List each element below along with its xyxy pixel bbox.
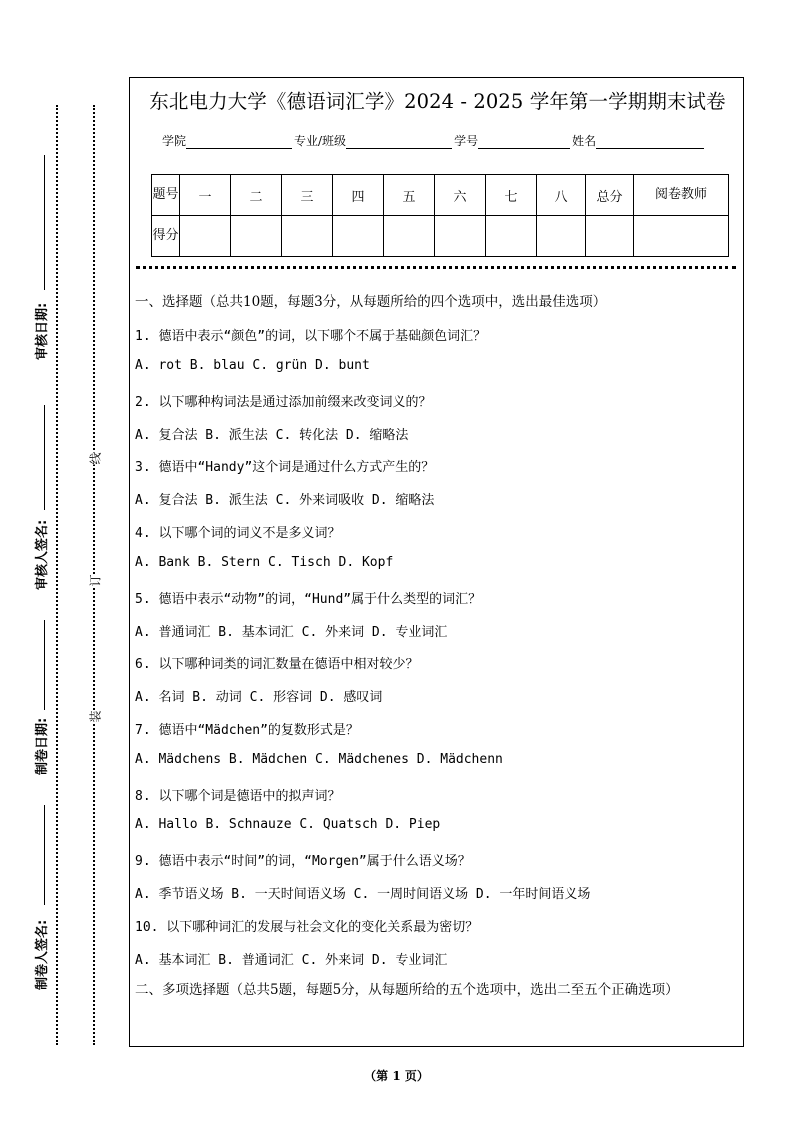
name-label: 姓名 [572, 134, 597, 148]
question-1: 1. 德语中表示“颜色”的词，以下哪个不属于基础颜色词汇？ [135, 329, 487, 344]
college-label: 学院 [162, 134, 187, 148]
signature-line-review-date [44, 155, 45, 290]
question-2: 2. 以下哪种构词法是通过添加前缀来改变词义的？ [135, 395, 432, 410]
header-col-3: 三 [282, 175, 333, 216]
score-cell-2[interactable] [231, 216, 282, 257]
signature-line-make-signer [44, 805, 45, 905]
question-5: 5. 德语中表示“动物”的词，“Hund”属于什么类型的词汇？ [135, 592, 482, 607]
header-col-2: 二 [231, 175, 282, 216]
question-10-options: A. 基本词汇 B. 普通词汇 C. 外来词 D. 专业词汇 [135, 953, 448, 968]
question-9: 9. 德语中表示“时间”的词，“Morgen”属于什么语义场？ [135, 854, 471, 869]
question-8-options: A. Hallo B. Schnauze C. Quatsch D. Piep [135, 817, 441, 832]
score-cell-6[interactable] [435, 216, 486, 257]
header-total: 总分 [586, 175, 634, 216]
question-7: 7. 德语中“Mädchen”的复数形式是？ [135, 723, 359, 738]
question-6-options: A. 名词 B. 动词 C. 形容词 D. 感叹词 [135, 690, 383, 705]
header-col-6: 六 [435, 175, 486, 216]
section-separator [136, 266, 736, 269]
binding-dotted-line-outer [56, 105, 58, 1045]
signature-line-review-signer [44, 405, 45, 510]
question-8: 8. 以下哪个词是德语中的拟声词？ [135, 789, 341, 804]
review-signer-label: 审核人签名: [35, 519, 50, 590]
section1-heading: 一、选择题（总共10题，每题3分，从每题所给的四个选项中，选出最佳选项） [135, 294, 607, 310]
question-6: 6. 以下哪种词类的词汇数量在德语中相对较少？ [135, 657, 419, 672]
score-table [151, 174, 729, 257]
score-cell-3[interactable] [282, 216, 333, 257]
question-3: 3. 德语中“Handy”这个词是通过什么方式产生的？ [135, 460, 435, 475]
score-cell-7[interactable] [486, 216, 537, 257]
score-cell-grader[interactable] [634, 216, 729, 257]
signature-line-make-date [44, 620, 45, 710]
student-id-field[interactable] [478, 134, 570, 149]
binding-char-line: 线 [88, 452, 103, 465]
question-7-options: A. Mädchens B. Mädchen C. Mädchenes D. Mädchenn [135, 752, 503, 767]
header-col-4: 四 [333, 175, 384, 216]
exam-frame [129, 77, 744, 1047]
question-4: 4. 以下哪个词的词义不是多义词？ [135, 526, 341, 541]
score-table-score-row [152, 216, 729, 257]
header-col-1: 一 [180, 175, 231, 216]
college-field[interactable] [186, 134, 292, 149]
make-signer-label: 制卷人签名: [35, 919, 50, 990]
exam-title: 东北电力大学《德语词汇学》2024 - 2025 学年第一学期期末试卷 [149, 90, 726, 113]
name-field[interactable] [596, 134, 704, 149]
question-2-options: A. 复合法 B. 派生法 C. 转化法 D. 缩略法 [135, 428, 409, 443]
question-10: 10. 以下哪种词汇的发展与社会文化的变化关系最为密切？ [135, 920, 479, 935]
binding-char-bind: 装 [88, 710, 103, 723]
major-class-field[interactable] [346, 134, 452, 149]
question-4-options: A. Bank B. Stern C. Tisch D. Kopf [135, 555, 394, 570]
section2-heading: 二、多项选择题（总共5题，每题5分，从每题所给的五个选项中，选出二至五个正确选项） [135, 982, 679, 998]
header-grader: 阅卷教师 [634, 175, 729, 216]
score-table-header-row [152, 175, 729, 216]
make-date-label: 制卷日期: [35, 717, 50, 775]
score-cell-5[interactable] [384, 216, 435, 257]
question-1-options: A. rot B. blau C. grün D. bunt [135, 358, 370, 373]
header-col-7: 七 [486, 175, 537, 216]
student-id-label: 学号 [454, 134, 479, 148]
review-date-label: 审核日期: [35, 302, 50, 360]
question-5-options: A. 普通词汇 B. 基本词汇 C. 外来词 D. 专业词汇 [135, 625, 448, 640]
major-class-label: 专业/班级 [294, 134, 347, 148]
score-row-label: 得分 [152, 216, 180, 257]
header-col-5: 五 [384, 175, 435, 216]
page-footer: （第 1 页） [364, 1069, 429, 1083]
student-info-row [162, 132, 706, 149]
score-cell-4[interactable] [333, 216, 384, 257]
binding-char-staple: 订 [88, 574, 103, 587]
header-question-no: 题号 [152, 175, 180, 216]
question-9-options: A. 季节语义场 B. 一天时间语义场 C. 一周时间语义场 D. 一年时间语义场 [135, 887, 591, 902]
score-cell-1[interactable] [180, 216, 231, 257]
score-cell-total[interactable] [586, 216, 634, 257]
question-3-options: A. 复合法 B. 派生法 C. 外来词吸收 D. 缩略法 [135, 493, 435, 508]
header-col-8: 八 [537, 175, 586, 216]
score-cell-8[interactable] [537, 216, 586, 257]
